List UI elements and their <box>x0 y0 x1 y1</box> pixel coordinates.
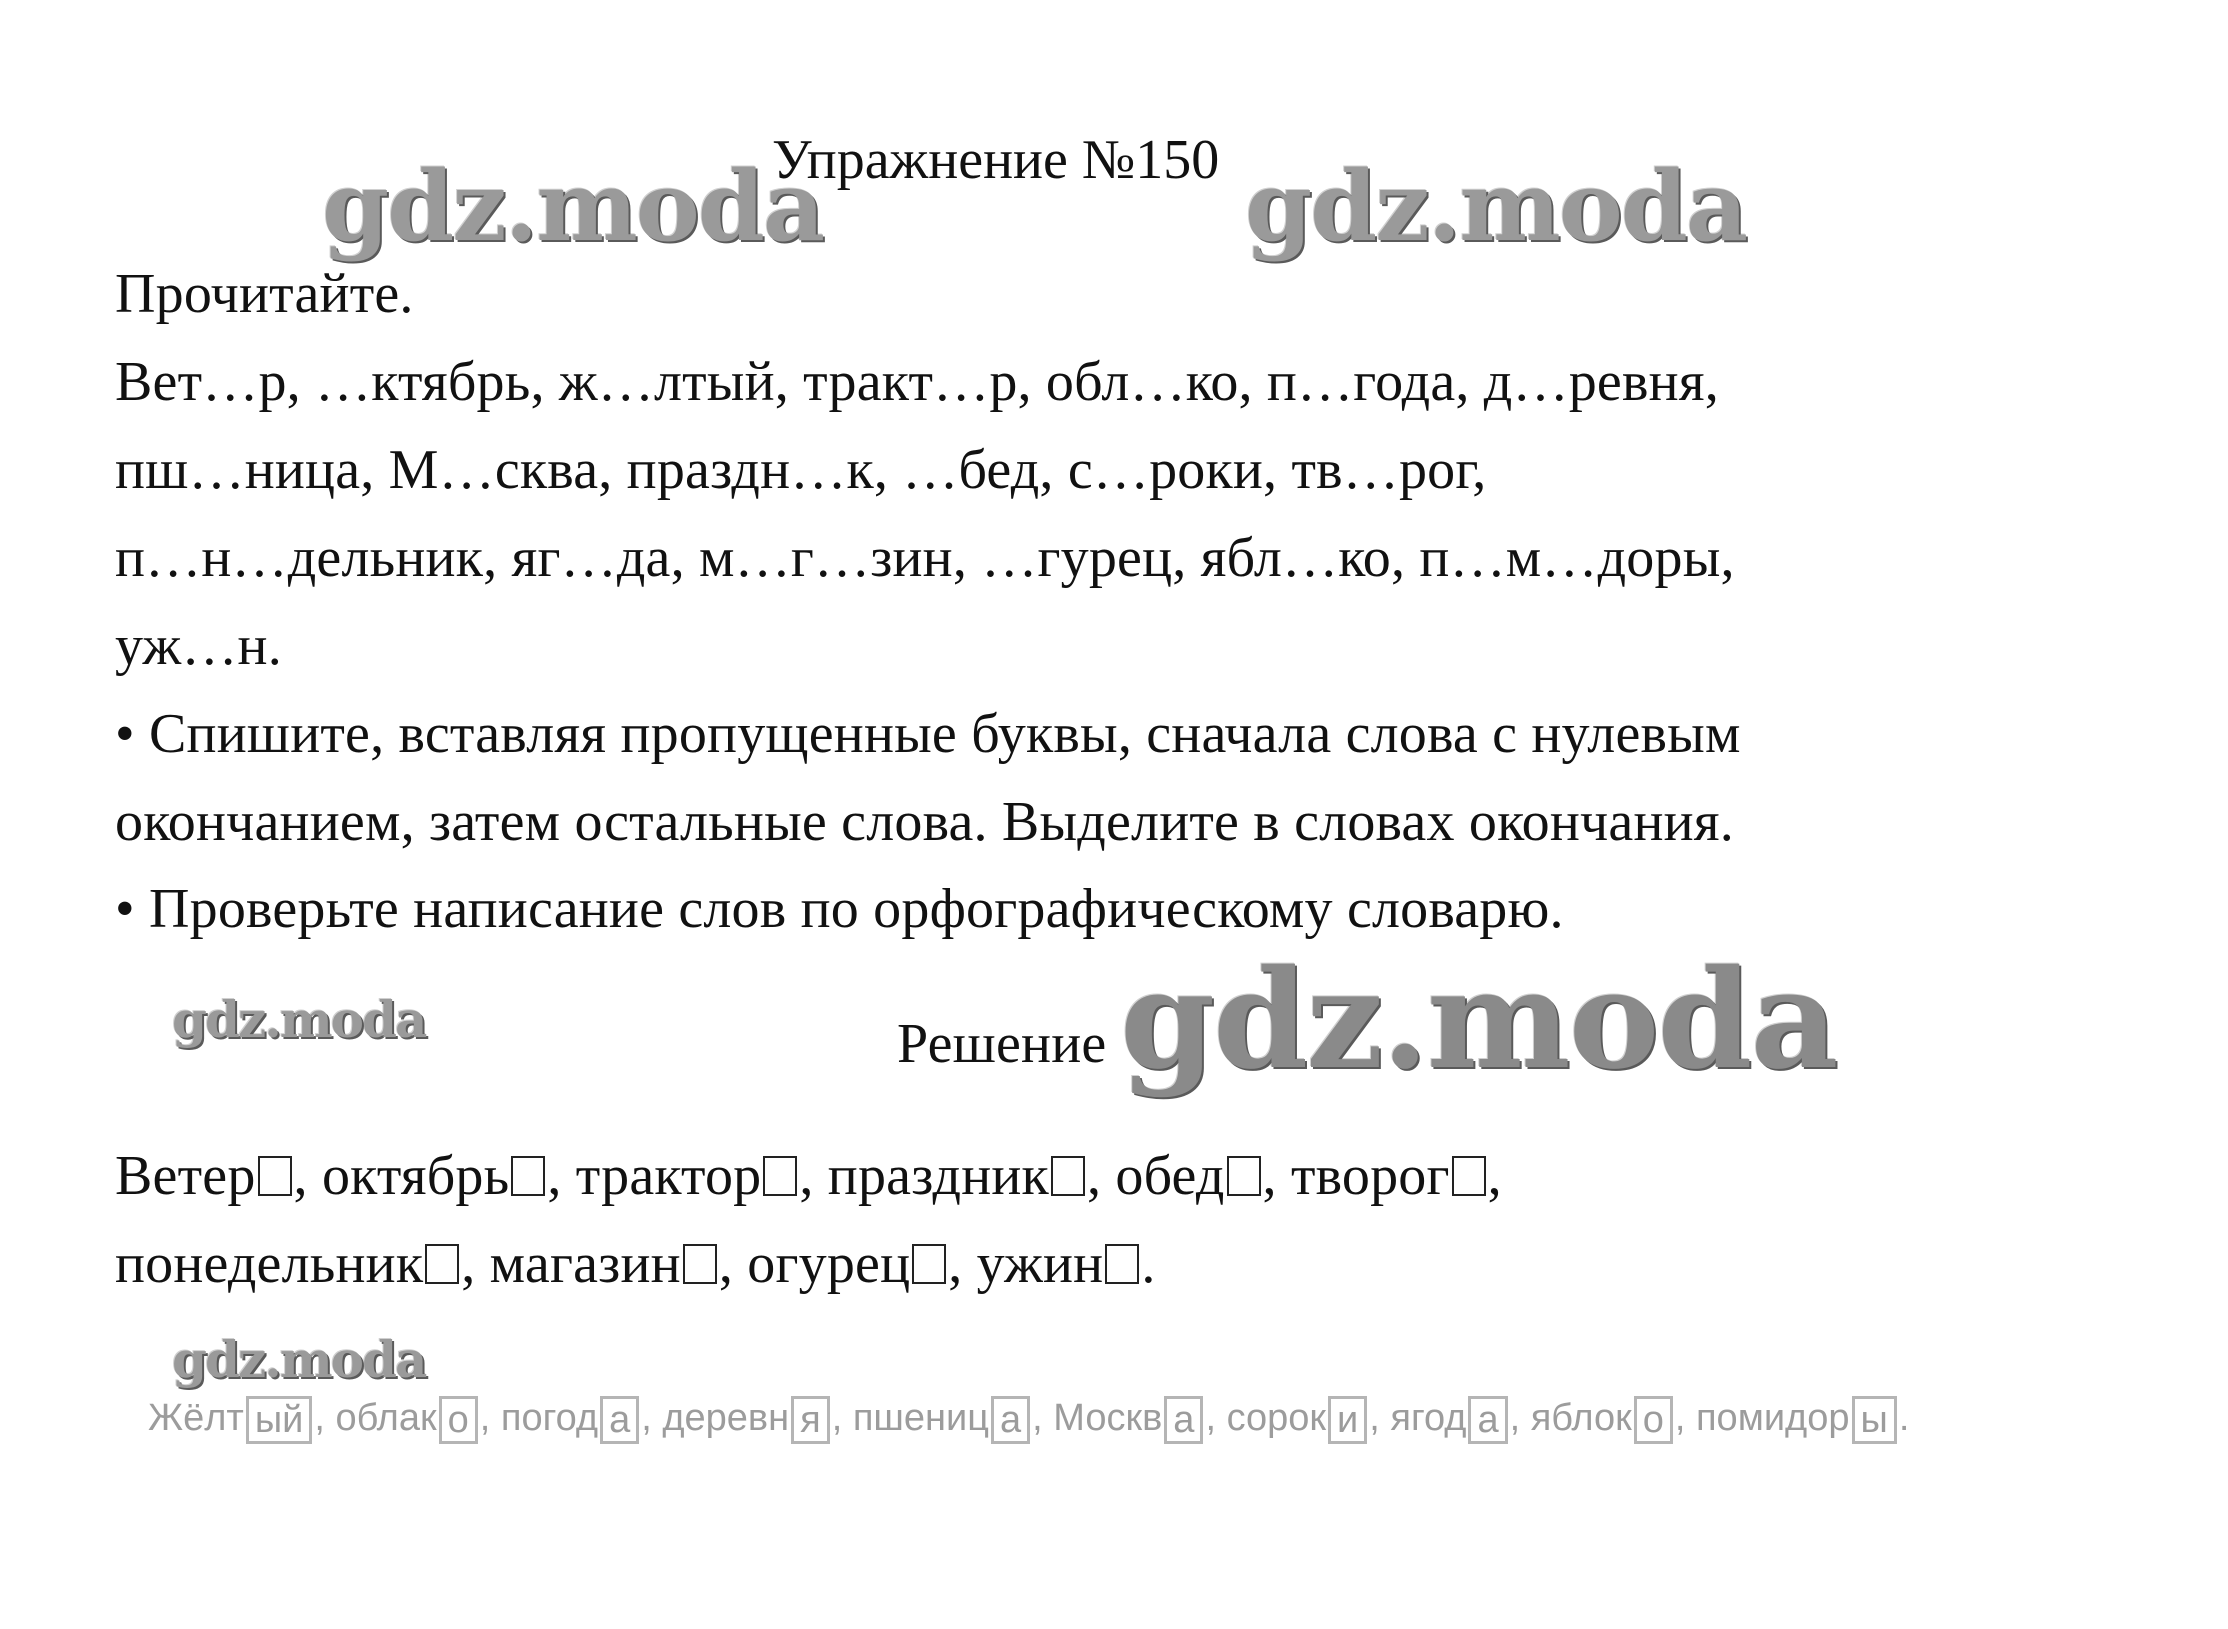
word-stem: Москв <box>1053 1397 1163 1440</box>
instruction-check: • Проверьте написание слов по орфографическому словарю. <box>115 878 1564 940</box>
separator: , <box>1086 1145 1116 1207</box>
separator: , <box>1262 1145 1291 1207</box>
separator: , <box>461 1233 490 1295</box>
separator: , <box>718 1233 748 1295</box>
word-stem: погод <box>500 1397 599 1440</box>
solution-word: обед <box>1115 1145 1225 1207</box>
solution-word: огурец <box>747 1233 911 1295</box>
separator: , <box>1205 1397 1227 1440</box>
separator: , <box>1032 1397 1054 1440</box>
zero-ending-box <box>1227 1156 1261 1196</box>
word-ending-box: а <box>991 1396 1030 1444</box>
separator: , <box>314 1397 336 1440</box>
zero-ending-box <box>258 1156 292 1196</box>
exercise-title: Упражнение №150 <box>772 129 1220 191</box>
word-stem: Жёлт <box>148 1397 244 1440</box>
watermark-logo: gdz.moda <box>172 990 426 1049</box>
solution-word: творог <box>1290 1145 1450 1207</box>
solution-word: понедельник <box>115 1233 424 1295</box>
word-ending-box: а <box>600 1396 639 1444</box>
watermark-logo: gdz.moda <box>172 1330 426 1389</box>
instruction-task: окончанием, затем остальные слова. Выделите в словах окончания. <box>115 791 1734 853</box>
zero-ending-box <box>425 1244 459 1284</box>
separator: . <box>1141 1233 1156 1295</box>
word-ending-box: ы <box>1852 1396 1897 1444</box>
word-stem: ягод <box>1390 1397 1467 1440</box>
solution-word: ужин <box>976 1233 1104 1295</box>
zero-ending-box <box>511 1156 545 1196</box>
word-ending-box: а <box>1164 1396 1203 1444</box>
solution-word: Ветер <box>115 1145 256 1207</box>
instruction-read: Прочитайте. <box>115 263 414 325</box>
separator: , <box>479 1397 501 1440</box>
word-ending-box: о <box>1634 1396 1673 1444</box>
solution-word: трактор <box>575 1145 762 1207</box>
separator: , <box>293 1145 322 1207</box>
word-ending-box: ый <box>246 1396 313 1444</box>
zero-ending-box <box>912 1244 946 1284</box>
separator: , <box>1487 1145 1502 1207</box>
zero-ending-box <box>683 1244 717 1284</box>
watermark-logo: gdz.moda <box>1245 150 1747 263</box>
zero-ending-box <box>763 1156 797 1196</box>
word-ending-box: о <box>439 1396 478 1444</box>
zero-ending-box <box>1452 1156 1486 1196</box>
solution-zero-ending-line <box>115 1232 1156 1296</box>
separator: , <box>1369 1397 1391 1440</box>
word-stem: облак <box>335 1397 437 1440</box>
instruction-task: • Спишите, вставляя пропущенные буквы, сначала слова с нулевым <box>115 703 1741 765</box>
word-stem: пшениц <box>852 1397 989 1440</box>
exercise-words-line: п…н…дельник, яг…да, м…г…зин, …гурец, ябл…ко, п…м…доры, <box>115 527 1735 589</box>
separator: , <box>948 1233 977 1295</box>
word-stem: яблок <box>1530 1397 1632 1440</box>
zero-ending-box <box>1051 1156 1085 1196</box>
word-ending-box: я <box>791 1396 830 1444</box>
exercise-words-line: Вет…р, …ктябрь, ж…лтый, тракт…р, обл…ко, п…года, д…ревня, <box>115 351 1719 413</box>
solution-word: магазин <box>489 1233 681 1295</box>
word-ending-box: и <box>1328 1396 1367 1444</box>
watermark-logo: gdz.moda <box>322 150 824 263</box>
word-stem: сорок <box>1226 1397 1327 1440</box>
solution-zero-ending-line <box>115 1144 1502 1208</box>
separator: , <box>799 1145 828 1207</box>
separator: , <box>547 1145 576 1207</box>
word-stem: деревн <box>662 1397 790 1440</box>
solution-word: праздник <box>827 1145 1049 1207</box>
exercise-words-line: пш…ница, М…сква, праздн…к, …бед, с…роки, тв…рог, <box>115 439 1487 501</box>
separator: , <box>1674 1397 1696 1440</box>
separator: , <box>641 1397 663 1440</box>
exercise-words-line: уж…н. <box>115 615 282 677</box>
solution-endings-line <box>148 1395 1909 1445</box>
word-stem: помидор <box>1695 1397 1850 1440</box>
separator: , <box>831 1397 853 1440</box>
zero-ending-box <box>1105 1244 1139 1284</box>
separator: , <box>1509 1397 1531 1440</box>
word-ending-box: а <box>1468 1396 1507 1444</box>
solution-label: Решение <box>897 1013 1107 1075</box>
separator: . <box>1898 1397 1910 1440</box>
solution-word: октябрь <box>321 1145 510 1207</box>
watermark-logo: gdz.moda <box>1120 940 1837 1100</box>
